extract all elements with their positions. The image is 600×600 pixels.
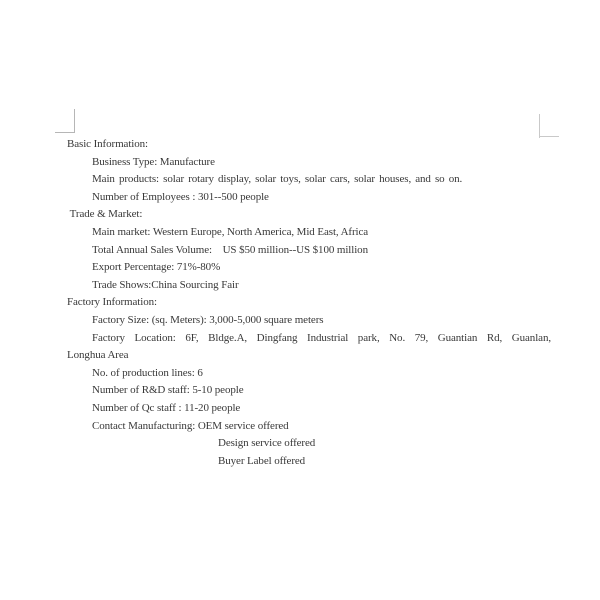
field-line-production-lines: No. of production lines: 6 — [92, 366, 203, 379]
field-line-annual-sales-volume: Total Annual Sales Volume: US $50 million--US $100 million — [92, 243, 368, 256]
field-line-factory-location: Factory Location: 6F, Bldge.A, Dingfang Industrial park, No. 79, Guantian Rd, Guanlan, — [92, 331, 551, 344]
section-heading-factory-information: Factory Information: — [67, 296, 157, 309]
section-heading-basic-information: Basic Information: — [67, 138, 148, 150]
boundary-mark-left-horizontal — [55, 132, 75, 133]
field-line-export-percentage: Export Percentage: 71%-80% — [92, 261, 221, 274]
field-line-factory-size: Factory Size: (sq. Meters): 3,000-5,000 square meters — [92, 313, 324, 326]
field-line-main-products: Main products: solar rotary display, solar toys, solar cars, solar houses, and so on. — [92, 173, 463, 186]
boundary-mark-left-vertical — [74, 109, 75, 133]
field-line-qc-staff: Number of Qc staff : 11-20 people — [92, 401, 241, 414]
field-line-business-type: Business Type: Manufacture — [92, 155, 215, 168]
field-line-buyer-label: Buyer Label offered — [218, 454, 306, 467]
field-line-factory-location-continuation: Longhua Area — [67, 349, 129, 362]
field-line-main-market: Main market: Western Europe, North America, Mid East, Africa — [92, 225, 369, 238]
section-heading-trade-market: Trade & Market: — [67, 208, 143, 221]
boundary-mark-right-vertical — [539, 114, 540, 138]
field-line-contact-manufacturing: Contact Manufacturing: OEM service offered — [92, 419, 289, 432]
field-line-trade-shows: Trade Shows:China Sourcing Fair — [92, 278, 239, 291]
document-text-block — [67, 136, 551, 470]
field-line-rnd-staff: Number of R&D staff: 5-10 people — [92, 384, 244, 397]
field-line-number-of-employees: Number of Employees : 301--500 people — [92, 190, 269, 203]
field-line-design-service: Design service offered — [218, 437, 316, 450]
